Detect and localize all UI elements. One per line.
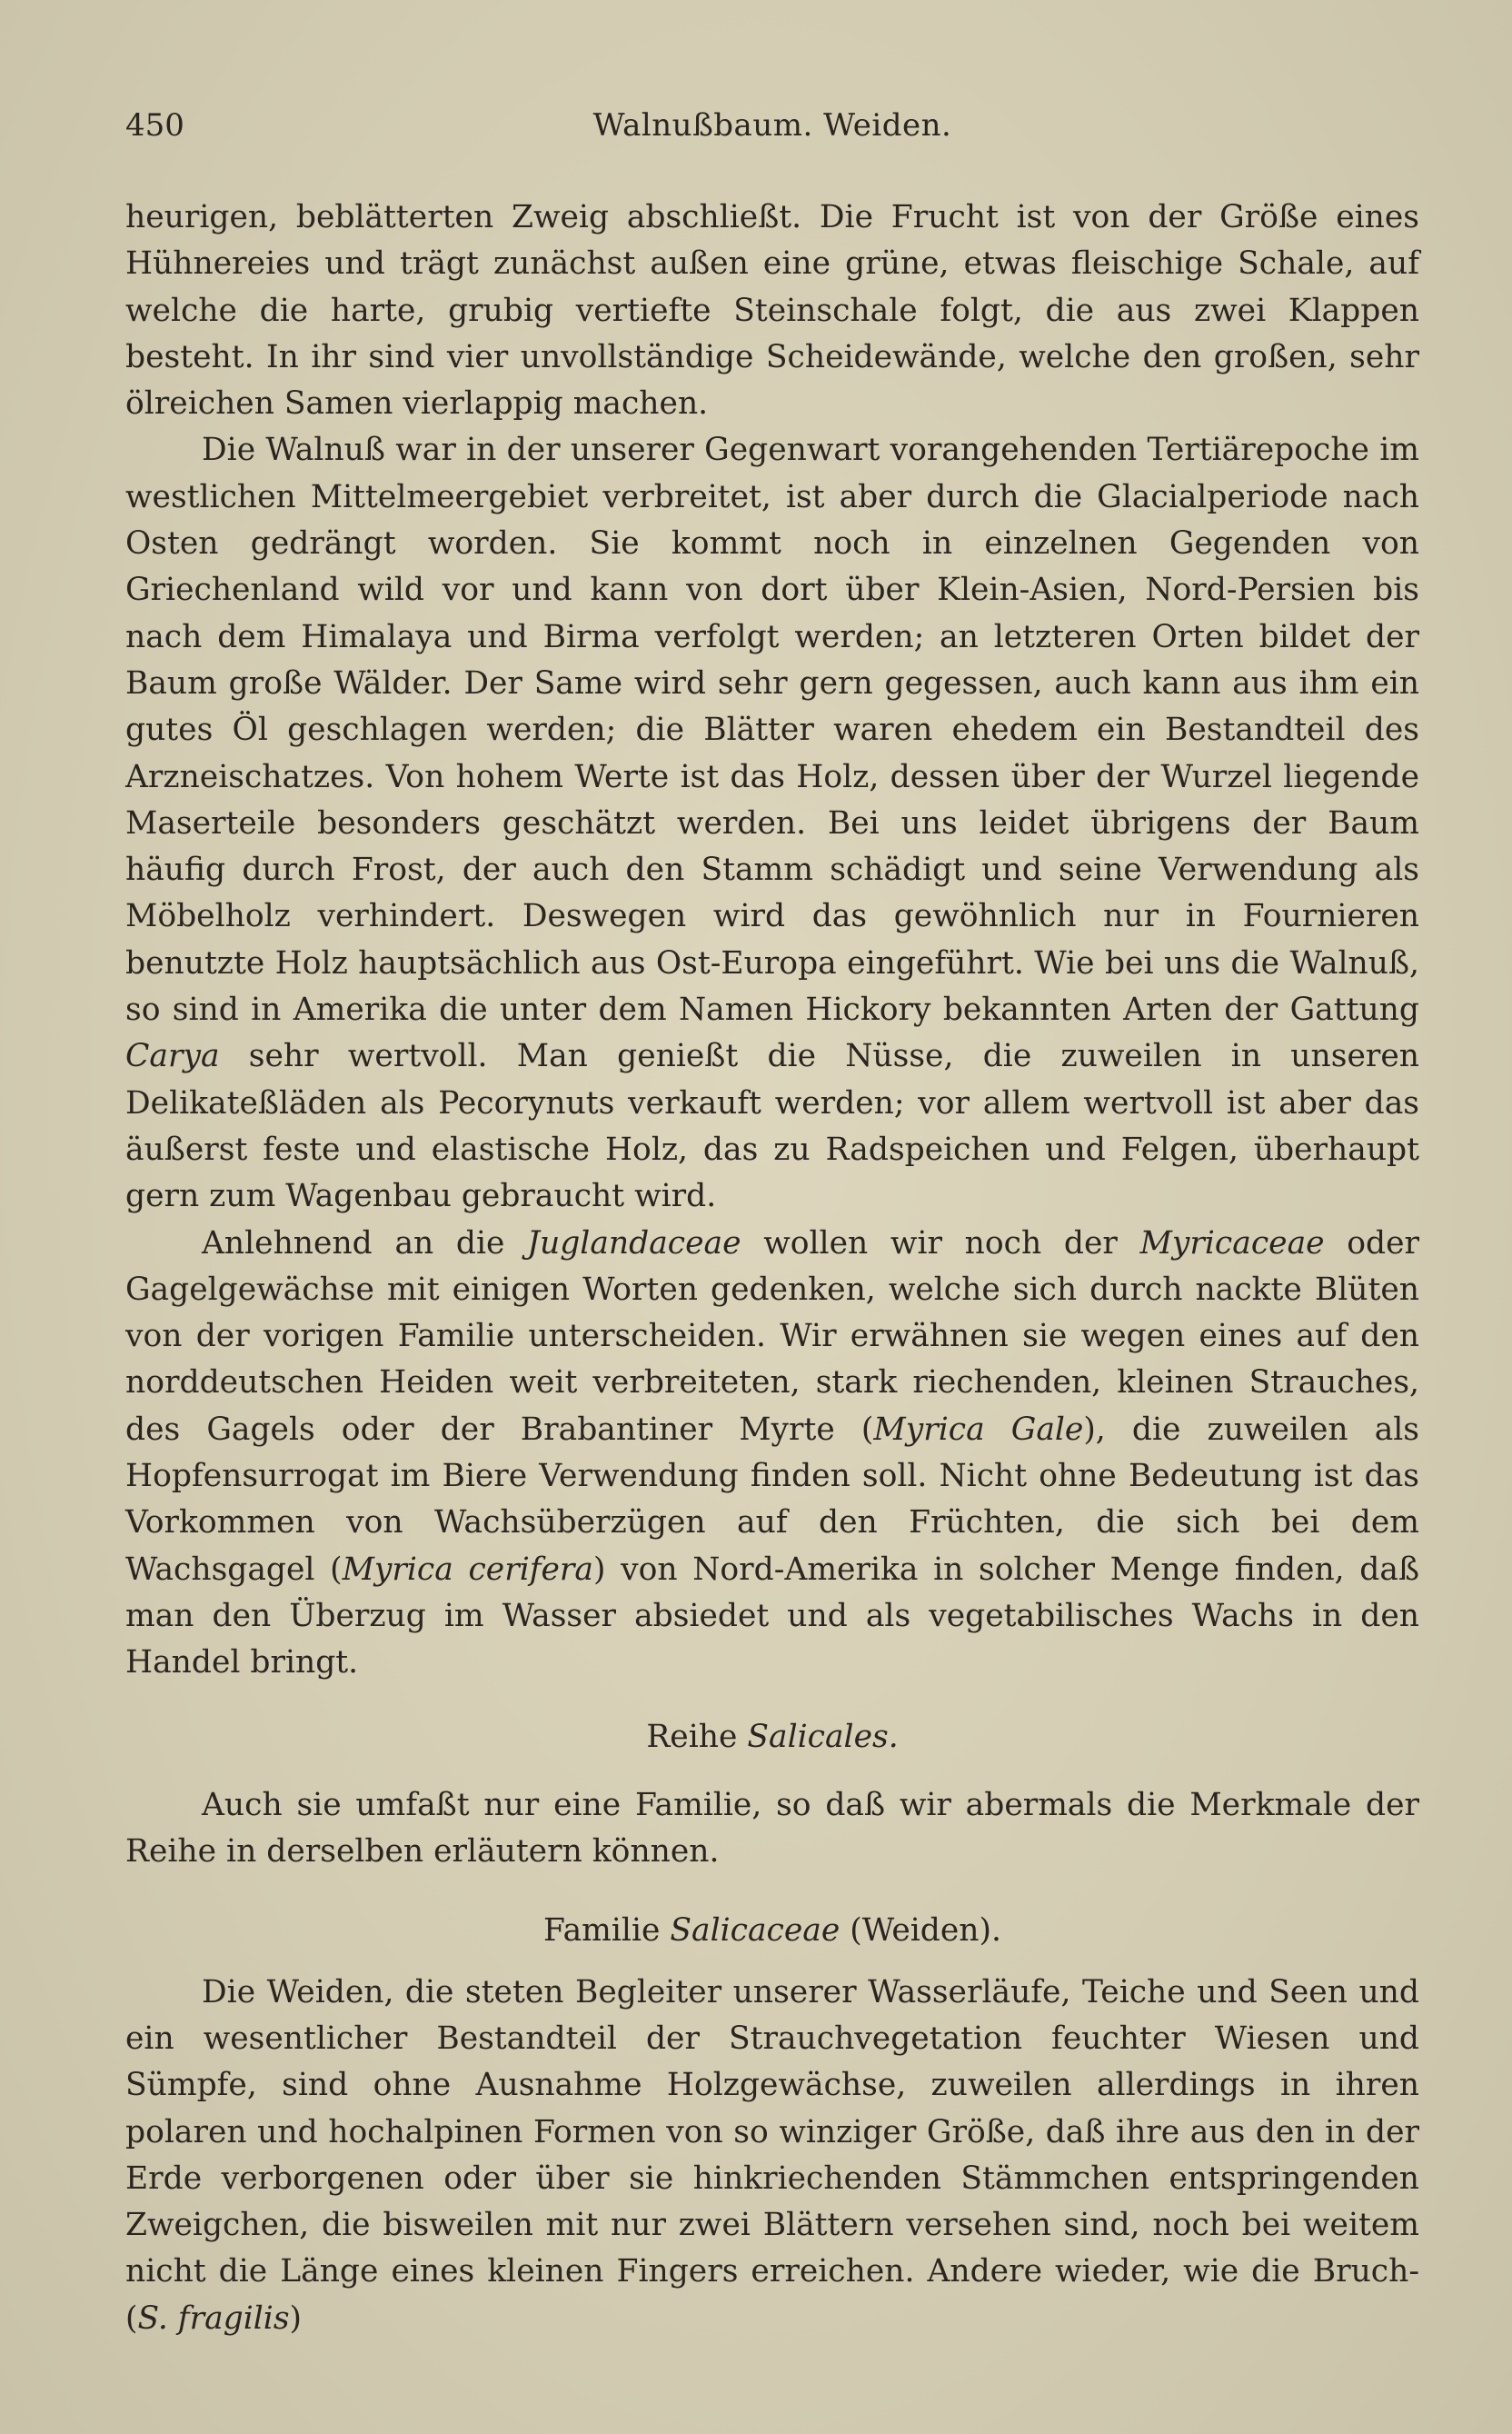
heading-prefix: Familie [543,1912,661,1950]
species-name: Myrica Gale [873,1411,1084,1448]
page-header [125,107,1419,149]
paragraph-walnut-distribution [125,427,1419,1220]
text-run: Die Weiden, die steten Begleiter unserer Wasserläufe, Teiche und Seen und ein wesentlicher Bestandteil der Strauchvegetation feuchter Wiesen und Sümpfe, sind ohne Ausnahme Holzgewächse, zuweilen allerdings in ihren polaren und hochalpinen Formen von so winziger Größe, daß ihre aus den in der Erde verborgenen oder über sie hinkriechenden Stämmchen entspringenden Zweigchen, die bisweilen mit nur zwei Blättern versehen sind, noch bei weitem nicht die Länge eines kleinen Fingers erreichen. Andere wieder, wie die Bruch- ( [125,1973,1419,2337]
section-heading-reihe [125,1714,1419,1761]
running-title: Walnußbaum. Weiden. [592,107,952,144]
heading-prefix: Reihe [646,1718,738,1755]
paragraph-walnut-fruit: heurigen, beblätterten Zweig abschließt. Die Frucht ist von der Größe eines Hühnereies und trägt zunächst außen eine grüne, etwas fleischige Schale, auf welche die harte, grubig vertiefte Steinschale folgt, die aus zwei Klappen besteht. In ihr sind vier unvollständige Scheidewände, welche den großen, sehr ölreichen Samen vierlappig machen. [125,199,1419,423]
text-run: wollen wir noch der [763,1224,1118,1262]
genus-name: Carya [125,1038,220,1075]
text-run: Anlehnend an die [202,1224,505,1262]
text-run: ), die zuweilen als Hopfensurrogat im Biere Verwendung finden soll. Nicht ohne Bedeutung ist das Vorkommen von Wachsüberzügen auf den Früchten, die sich bei dem Wachsgagel ( [125,1411,1420,1588]
heading-suffix: (Weiden). [850,1912,1001,1950]
text-run: oder Gagelgewächse mit einigen Worten gedenken, welche sich durch nackte Blüten von der vorigen Familie unterscheiden. Wir erwähnen sie wegen eines auf den norddeutschen Heiden weit verbreiteten, stark riechenden, kleinen Strauches, des Gagels oder der Brabantiner Myrte ( [125,1224,1420,1448]
text-run: ) [289,2299,302,2337]
family-name: Myricaceae [1139,1224,1325,1262]
section-heading-familie [125,1908,1419,1954]
species-name: S. fragilis [137,2299,290,2337]
text-run: sehr wertvoll. Man genießt die Nüsse, die zuweilen in unseren Delikateßläden als Pecorynuts verkauft werden; vor allem wertvoll ist aber das äußerst feste und elastische Holz, das zu Radspeichen und Felgen, überhaupt gern zum Wagenbau gebraucht wird. [125,1038,1420,1215]
family-name: Salicaceae [670,1912,841,1950]
body-text [125,195,1419,2342]
text-run: Die Walnuß war in der unserer Gegenwart vorangehenden Tertiärepoche im westlichen Mittelmeergebiet verbreitet, ist aber durch die Glacialperiode nach Osten gedrängt worden. Sie kommt noch in einzelnen Gegenden von Griechenland wild vor und kann von dort über Klein-Asien, Nord-Persien bis nach dem Himalaya und Birma verfolgt werden; an letzteren Orten bildet der Baum große Wälder. Der Same wird sehr gern gegessen, auch kann aus ihm ein gutes Öl geschlagen werden; die Blätter waren ehedem ein Bestandteil des Arzneischatzes. Von hohem Werte ist das Holz, dessen über der Wurzel liegende Maserteile besonders geschätzt werden. Bei uns leidet übrigens der Baum häufig durch Frost, der auch den Stamm schädigt und seine Verwendung als Möbelholz verhindert. Deswegen wird das gewöhnlich nur in Fournieren benutzte Holz hauptsächlich aus Ost-Europa eingeführt. Wie bei uns die Walnuß, so sind in Amerika die unter dem Namen Hickory bekannten Arten der Gattung [125,432,1419,1029]
family-name: Juglandaceae [527,1224,741,1262]
text-run: ) von Nord-Amerika in solcher Menge finden, daß man den Überzug im Wasser absiedet und als vegetabilisches Wachs in den Handel bringt. [125,1551,1419,1681]
paragraph-weiden [125,1970,1419,2342]
paragraph-myricaceae [125,1221,1419,1687]
order-name: Salicales. [747,1718,899,1755]
page-number: 450 [125,107,184,144]
species-name: Myrica cerifera [342,1551,593,1588]
paragraph-salicales: Auch sie umfaßt nur eine Familie, so daß wir abermals die Merkmale der Reihe in derselben erläutern können. [125,1786,1419,1870]
